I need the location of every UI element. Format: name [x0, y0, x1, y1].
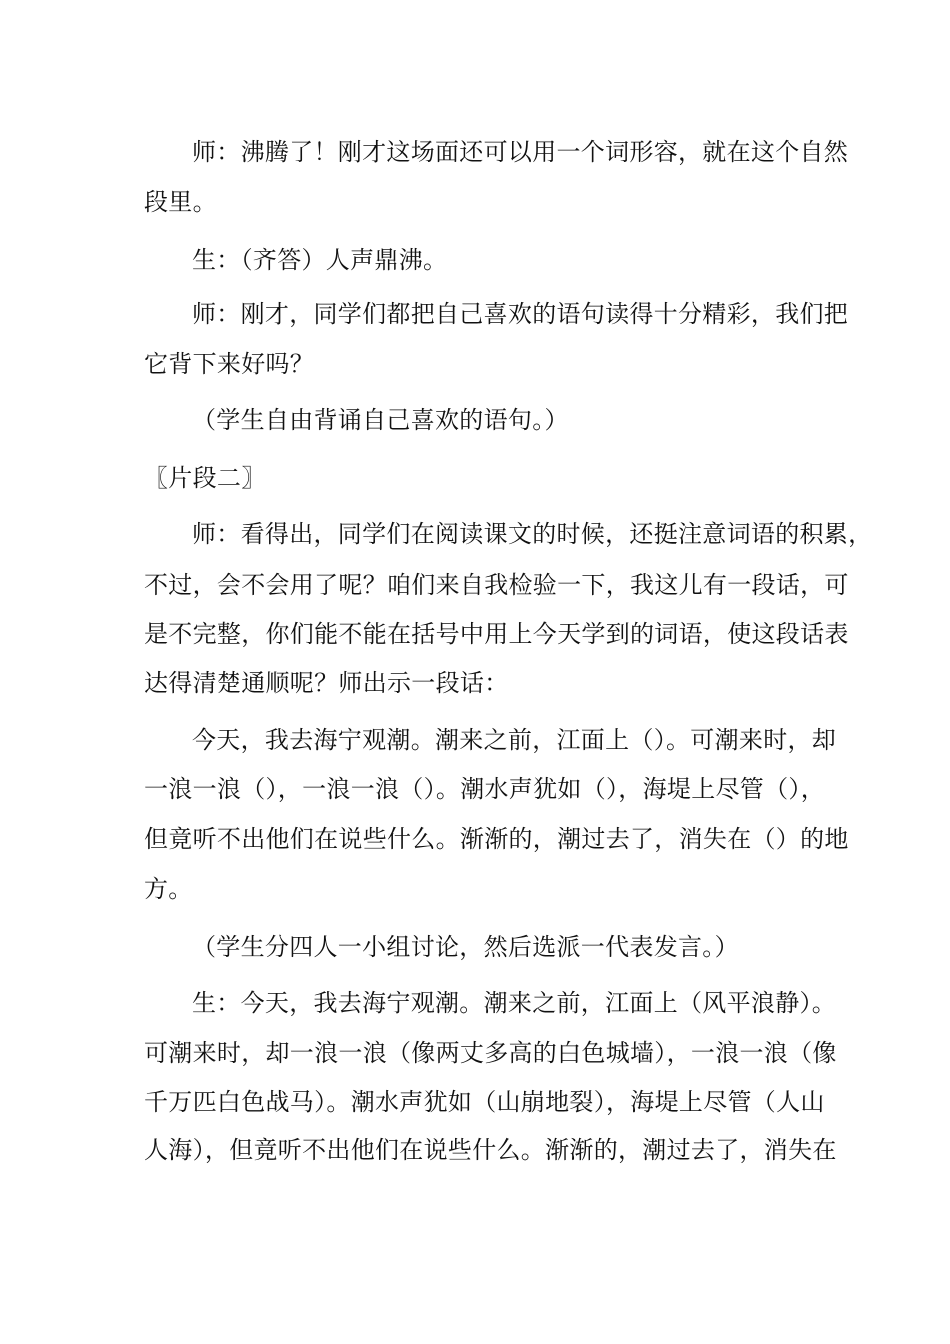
paragraph-line: 是不完整，你们能不能在括号中用上今天学到的词语，使这段话表: [144, 620, 849, 648]
paragraph-line: 今天，我去海宁观潮。潮来之前，江面上（）。可潮来时，却: [192, 726, 837, 754]
section-heading: 〖片段二〗: [144, 464, 266, 492]
paragraph-line: 生：今天，我去海宁观潮。潮来之前，江面上（风平浪静）。: [192, 989, 837, 1017]
paragraph-line: （学生自由背诵自己喜欢的语句。）: [192, 406, 569, 434]
paragraph-line: 它背下来好吗？: [144, 350, 315, 378]
paragraph-line: 师：沸腾了！刚才这场面还可以用一个词形容，就在这个自然: [192, 138, 849, 166]
paragraph-line: 人海），但竟听不出他们在说些什么。渐渐的，潮过去了，消失在: [144, 1136, 837, 1164]
paragraph-line: 可潮来时，却一浪一浪（像两丈多高的白色城墙），一浪一浪（像: [144, 1039, 837, 1067]
paragraph-line: 段里。: [144, 188, 217, 216]
paragraph-line: 师：看得出，同学们在阅读课文的时候，还挺注意词语的积累，: [192, 520, 873, 548]
paragraph-line: （学生分四人一小组讨论，然后选派一代表发言。）: [192, 933, 739, 961]
paragraph-line: 方。: [144, 875, 193, 903]
paragraph-line: 师：刚才，同学们都把自己喜欢的语句读得十分精彩，我们把: [192, 300, 849, 328]
paragraph-line: 千万匹白色战马）。潮水声犹如（山崩地裂），海堤上尽管（人山: [144, 1088, 825, 1116]
paragraph-line: 达得清楚通顺呢？师出示一段话：: [144, 669, 509, 697]
paragraph-line: 不过，会不会用了呢？咱们来自我检验一下，我这儿有一段话，可: [144, 571, 849, 599]
paragraph-line: 生：（齐答）人声鼎沸。: [192, 246, 448, 274]
paragraph-line: 一浪一浪（），一浪一浪（）。潮水声犹如（），海堤上尽管（），: [144, 775, 825, 803]
paragraph-line: 但竟听不出他们在说些什么。渐渐的，潮过去了，消失在（）的地: [144, 825, 849, 853]
